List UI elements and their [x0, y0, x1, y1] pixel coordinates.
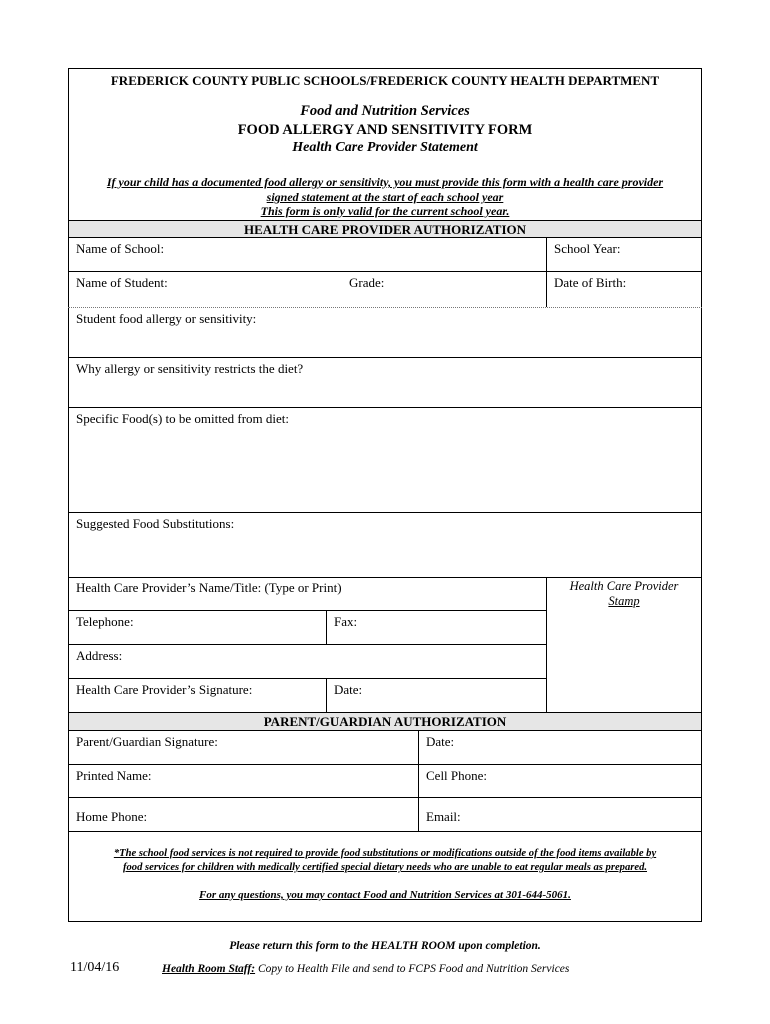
- printed-name-label: Printed Name:: [76, 768, 152, 783]
- divider: [68, 797, 702, 798]
- address-label: Address:: [76, 648, 123, 663]
- divider: [68, 644, 546, 645]
- divider: [68, 610, 546, 611]
- dob-label: Date of Birth:: [554, 275, 627, 290]
- divider: [68, 271, 702, 272]
- omit-label: Specific Food(s) to be omitted from diet:: [76, 411, 290, 426]
- cell-phone-label: Cell Phone:: [426, 768, 488, 783]
- divider: [68, 512, 702, 513]
- provider-name-label: Health Care Provider’s Name/Title: (Type or Print): [76, 580, 342, 595]
- fax-label: Fax:: [334, 614, 358, 629]
- divider: [68, 764, 702, 765]
- divider: [68, 577, 702, 578]
- why-label: Why allergy or sensitivity restricts the diet?: [76, 361, 304, 376]
- divider: [68, 357, 702, 358]
- stamp-label-1: Health Care Provider: [569, 579, 679, 593]
- substitutions-label: Suggested Food Substitutions:: [76, 516, 235, 531]
- divider: [68, 407, 702, 408]
- provider-date-label: Date:: [334, 682, 363, 697]
- staff-note-label: Health Room Staff:: [162, 963, 256, 975]
- staff-note-text: Copy to Health File and send to FCPS Food and Nutrition Services: [255, 963, 570, 975]
- home-phone-label: Home Phone:: [76, 809, 148, 824]
- divider: [326, 610, 327, 644]
- provider-signature-label: Health Care Provider’s Signature:: [76, 682, 253, 697]
- parent-section-title: PARENT/GUARDIAN AUTHORIZATION: [263, 714, 507, 729]
- contact-line: For any questions, you may contact Food and Nutrition Services at 301-644-5061.: [199, 889, 571, 901]
- divider: [68, 831, 702, 832]
- school-name-label: Name of School:: [76, 241, 165, 256]
- disclaimer-line-2: food services for children with medically certified special dietary needs who are unable to eat regular meals as prepared.: [122, 862, 648, 873]
- parent-date-label: Date:: [426, 734, 455, 749]
- return-instruction: Please return this form to the HEALTH ROOM upon completion.: [229, 940, 541, 952]
- email-label: Email:: [426, 809, 461, 824]
- disclaimer-line-1: *The school food services is not required to provide food substitutions or modifications outside of the food items available by: [113, 848, 657, 859]
- divider: [546, 237, 547, 307]
- divider: [68, 307, 702, 308]
- staff-note: [162, 963, 569, 975]
- divider: [68, 237, 702, 238]
- divider: [418, 730, 419, 831]
- instruction-line-3: This form is only valid for the current school year.: [260, 204, 510, 218]
- divider: [68, 678, 546, 679]
- school-year-label: School Year:: [554, 241, 621, 256]
- divider: [326, 678, 327, 712]
- dept-heading: Food and Nutrition Services: [300, 103, 470, 119]
- parent-signature-label: Parent/Guardian Signature:: [76, 734, 218, 749]
- instruction-line-1: If your child has a documented food allergy or sensitivity, you must provide this form with a health care provider: [106, 175, 664, 189]
- student-name-label: Name of Student:: [76, 275, 168, 290]
- divider: [68, 730, 702, 731]
- form-title: FOOD ALLERGY AND SENSITIVITY FORM: [237, 122, 533, 138]
- allergy-label: Student food allergy or sensitivity:: [76, 311, 257, 326]
- grade-label: Grade:: [349, 275, 385, 290]
- stamp-label-2: Stamp: [608, 594, 640, 608]
- provider-section-title: HEALTH CARE PROVIDER AUTHORIZATION: [243, 222, 527, 237]
- divider: [68, 220, 702, 221]
- telephone-label: Telephone:: [76, 614, 134, 629]
- org-heading: FREDERICK COUNTY PUBLIC SCHOOLS/FREDERICK COUNTY HEALTH DEPARTMENT: [110, 73, 660, 88]
- instruction-line-2: signed statement at the start of each school year: [266, 190, 504, 204]
- form-date: 11/04/16: [70, 960, 120, 975]
- form-subtitle: Health Care Provider Statement: [292, 140, 478, 155]
